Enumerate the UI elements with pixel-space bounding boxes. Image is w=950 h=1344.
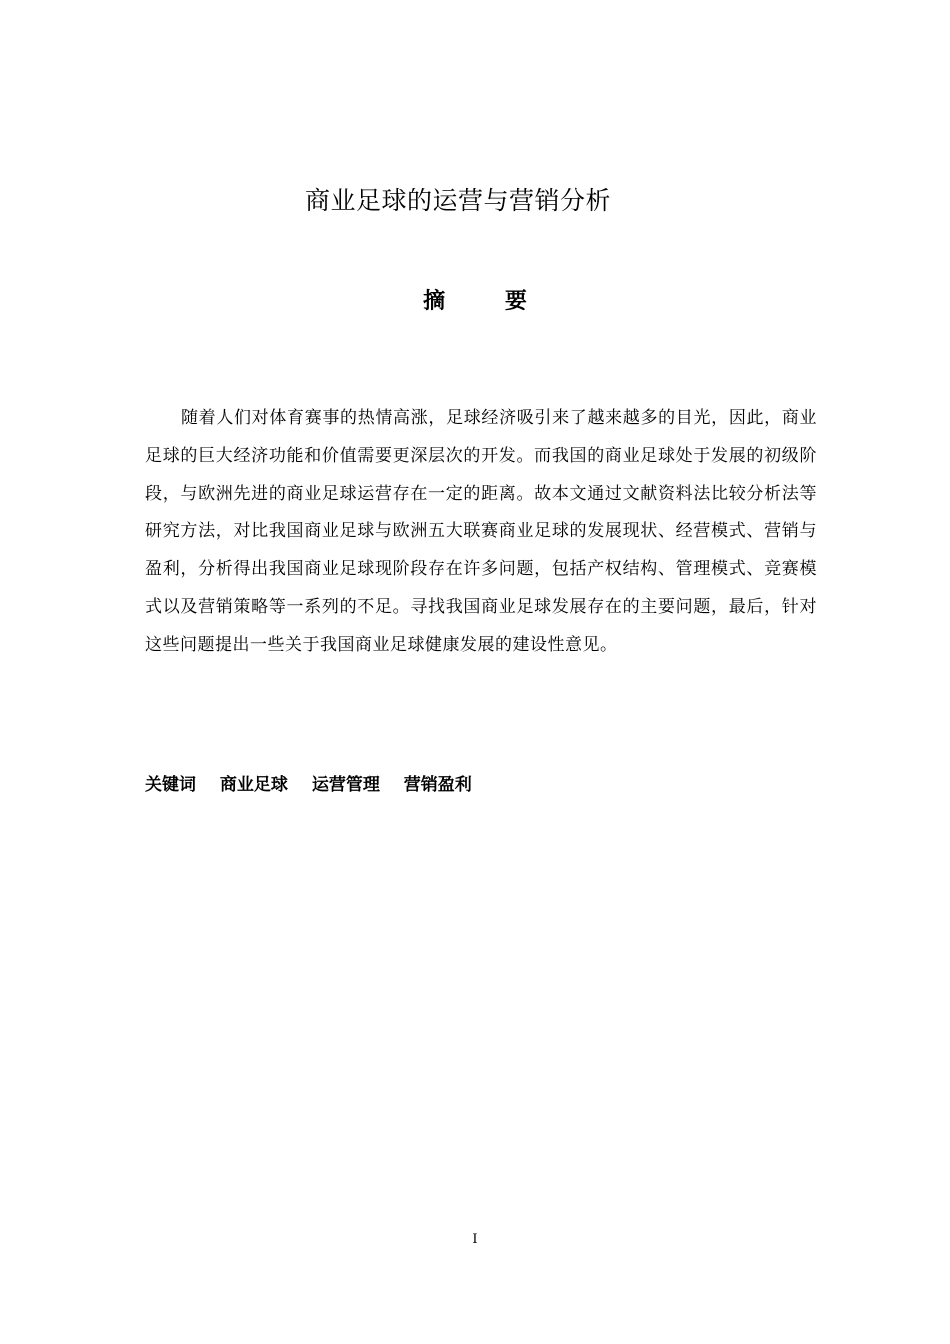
keyword-item: 营销盈利 [403, 775, 472, 795]
abstract-paragraph: 随着人们对体育赛事的热情高涨，足球经济吸引来了越来越多的目光，因此，商业足球的巨大经济功能和价值需要更深层次的开发。而我国的商业足球处于发展的初级阶段，与欧洲先进的商业足球运营存在一定的距离。故本文通过文献资料法比较分析法等研究方法，对比我国商业足球与欧洲五大联赛商业足球的发展现状、经营模式、营销与盈利，分析得出我国商业足球现阶段存在许多问题，包括产权结构、管理模式、竞赛模式以及营销策略等一系列的不足。寻找我国商业足球发展存在的主要问题，最后，针对这些问题提出一些关于我国商业足球健康发展的建设性意见。 [145, 408, 817, 655]
abstract-heading: 摘 要 [423, 289, 553, 314]
keyword-item: 商业足球 [219, 775, 288, 795]
keywords-line [145, 770, 490, 800]
keyword-item: 运营管理 [311, 775, 380, 795]
keywords-label: 关键词 [145, 775, 196, 795]
page-number: I [472, 1232, 478, 1247]
document-title: 商业足球的运营与营销分析 [304, 186, 611, 215]
